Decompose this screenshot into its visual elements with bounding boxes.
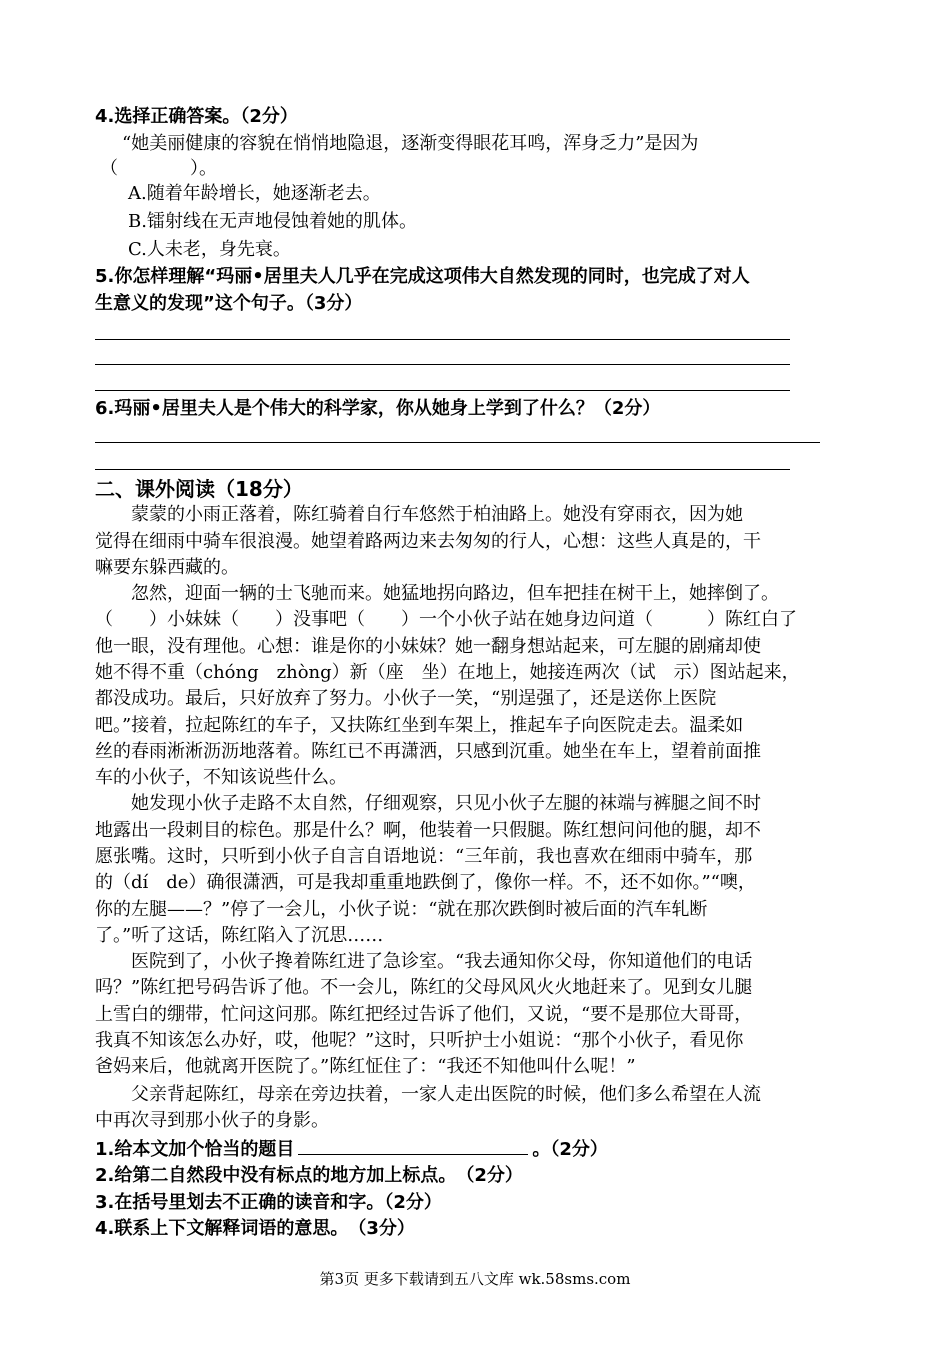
passage-line: 车的小伙子，不知该说些什么。 [95, 767, 347, 788]
q5-line2: 生意义的发现”这个句子。（3分） [95, 293, 363, 314]
s2-q1-prefix: 1.给本文加个恰当的题目 [95, 1139, 295, 1160]
passage-line: 吗？”陈红把号码告诉了他。不一会儿，陈红的父母风风火火地赶来了。见到女儿腿 [95, 977, 753, 998]
q5-answer-line-3[interactable] [95, 390, 790, 391]
passage-line: 丝的春雨淅淅沥沥地落着。陈红已不再潇洒，只感到沉重。她坐在车上，望着前面推 [95, 741, 761, 762]
q4-stem-line2: （ ）。 [100, 158, 217, 179]
passage-line: （ ）小妹妹（ ）没事吧（ ）一个小伙子站在她身边问道（ ）陈红白了 [95, 609, 797, 630]
s2-q1-suffix: 。（2分） [532, 1139, 608, 1160]
passage-line: 他一眼，没有理他。心想：谁是你的小妹妹？她一翻身想站起来，可左腿的剧痛却使 [95, 636, 761, 657]
passage-line: 都没成功。最后，只好放弃了努力。小伙子一笑，“别逞强了，还是送你上医院 [95, 688, 717, 709]
q6-line1: 6.玛丽•居里夫人是个伟大的科学家，你从她身上学到了什么？（2分） [95, 398, 661, 419]
q4-option-b: B.镭射线在无声地侵蚀着她的肌体。 [128, 211, 417, 232]
passage-line: 父亲背起陈红，母亲在旁边扶着，一家人走出医院的时候，他们多么希望在人流 [95, 1084, 761, 1105]
passage-line: 我真不知该怎么办好，哎，他呢？”这时，只听护士小姐说：“那个小伙子，看见你 [95, 1030, 744, 1051]
s2-q4: 4.联系上下文解释词语的意思。 （3分） [95, 1218, 415, 1239]
passage-line: 上雪白的绷带，忙问这问那。陈红把经过告诉了他们，又说，“要不是那位大哥哥， [95, 1004, 753, 1025]
passage-line: 吧。”接着，拉起陈红的车子，又扶陈红坐到车架上，推起车子向医院走去。温柔如 [95, 715, 744, 736]
passage-line: 嘛要东躲西藏的。 [95, 557, 239, 578]
s2-q3: 3.在括号里划去不正确的读音和字。（2分） [95, 1192, 442, 1213]
q5-line1: 5.你怎样理解“玛丽•居里夫人几乎在完成这项伟大自然发现的同时，也完成了对人 [95, 266, 750, 287]
passage-line: 地露出一段刺目的棕色。那是什么？啊，他装着一只假腿。陈红想问问他的腿，却不 [95, 820, 761, 841]
q5-answer-line-2[interactable] [95, 364, 790, 365]
passage-line: 医院到了，小伙子搀着陈红进了急诊室。“我去通知你父母，你知道他们的电话 [95, 951, 753, 972]
passage-line: 她发现小伙子走路不太自然，仔细观察，只见小伙子左腿的袜端与裤腿之间不时 [95, 793, 761, 814]
passage-line: 中再次寻到那小伙子的身影。 [95, 1110, 329, 1131]
title-answer-blank[interactable] [298, 1140, 528, 1155]
q4-title: 4.选择正确答案。（2分） [95, 106, 298, 127]
passage-line: 觉得在细雨中骑车很浪漫。她望着路两边来去匆匆的行人，心想：这些人真是的，干 [95, 531, 761, 552]
q4-option-c: C.人未老，身先衰。 [128, 239, 291, 260]
q6-answer-line-2[interactable] [95, 469, 790, 470]
passage-line: 你的左腿——？”停了一会儿，小伙子说：“就在那次跌倒时被后面的汽车轧断 [95, 899, 708, 920]
passage-line: 愿张嘴。这时，只听到小伙子自言自语地说：“三年前，我也喜欢在细雨中骑车，那 [95, 846, 753, 867]
passage-line: 她不得不重（chóng zhòng）新（座 坐）在地上，她接连两次（试 示）图站起来， [95, 662, 800, 683]
q6-answer-line-1[interactable] [95, 442, 820, 443]
passage-line: 忽然，迎面一辆的士飞驰而来。她猛地拐向路边，但车把挂在树干上，她摔倒了。 [95, 583, 779, 604]
passage-line: 了。”听了这话，陈红陷入了沉思…… [95, 925, 384, 946]
q4-stem-line1: “她美丽健康的容貌在悄悄地隐退，逐渐变得眼花耳鸣，浑身乏力”是因为 [122, 133, 699, 154]
passage-line: 爸妈来后，他就离开医院了。”陈红怔住了：“我还不知他叫什么呢！” [95, 1056, 636, 1077]
passage-line: 蒙蒙的小雨正落着，陈红骑着自行车悠然于柏油路上。她没有穿雨衣，因为她 [95, 504, 743, 525]
passage-line: 的（dí de）确很潇洒，可是我却重重地跌倒了，像你一样。不，还不如你。”“噢， [95, 872, 756, 893]
q5-answer-line-1[interactable] [95, 339, 790, 340]
s2-q2: 2.给第二自然段中没有标点的地方加上标点。 （2分） [95, 1165, 523, 1186]
s2-q1 [95, 1139, 608, 1161]
section2-heading: 二、课外阅读（18分） [95, 477, 303, 501]
page-footer: 第3页 更多下载请到五八文库 wk.58sms.com [319, 1270, 631, 1288]
q4-option-a: A.随着年龄增长，她逐渐老去。 [128, 183, 381, 204]
